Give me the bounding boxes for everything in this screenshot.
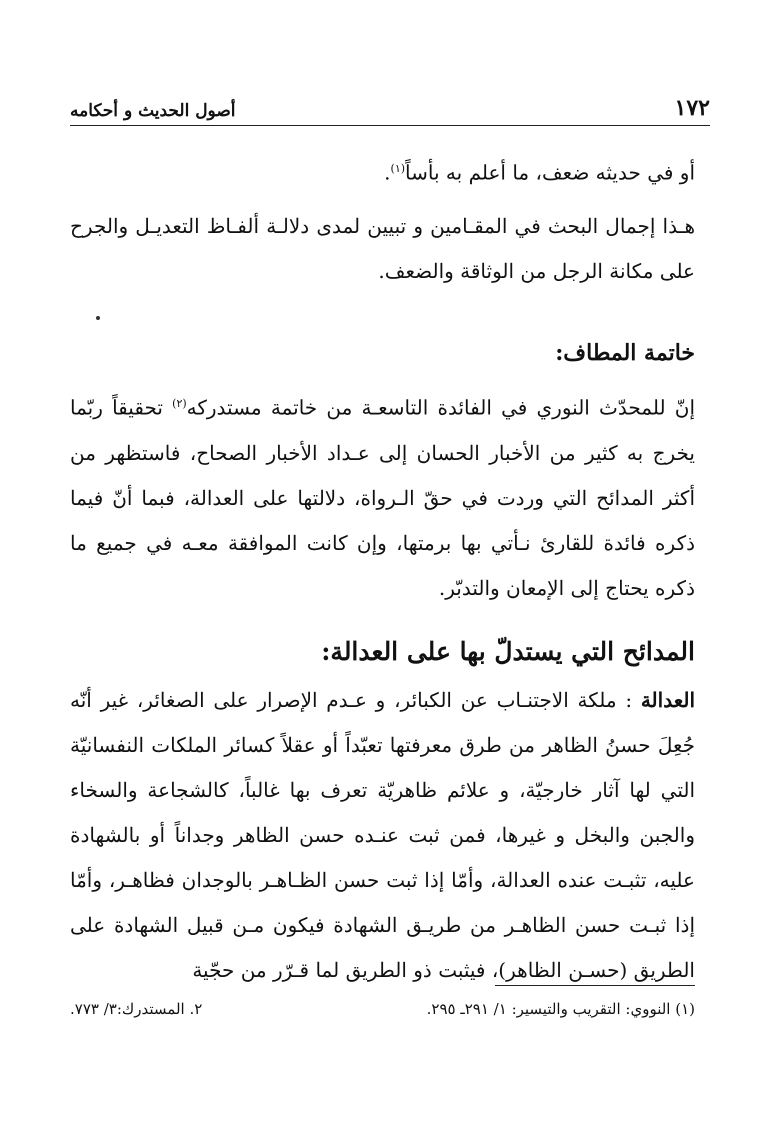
term-adala: العدالة: [640, 688, 695, 712]
intro-line: أو في حديثه ضعف، ما أعلم به بأساً$^{(١)}$.: [384, 160, 695, 185]
intro-paragraph: هـذا إجمال البحث في المقـامين و تبيين لمدى دلالـة ألفـاظ التعديـل والجرح على مكانة الرجل من الوثاقة والضعف.: [70, 213, 695, 283]
section-heading-praises: المدائح التي يستدلّ بها على العدالة:: [321, 637, 695, 666]
conclusion-text-1: إنّ للمحدّث النوري في الفائدة التاسعـة من خاتمة مستدركه: [186, 395, 696, 420]
footnotes: [70, 1000, 695, 1018]
running-title: أصول الحديث و أحكامه: [70, 101, 236, 121]
section-praises: [70, 632, 695, 993]
footnote-divider: [495, 985, 695, 986]
conclusion-text-2: تحقيقاً ربّما يخرج به كثير من الأخبار الحسان إلى عـداد الأخبار الصحاح، فاستظهر من أكثر المدائح التي وردت في حقّ الـرواة، دلالتها على العدالة، فبما أنّ فيما ذكره فائدة للقارئ نـأتي بها برمتها، وإن كانت الموافقة معـه في جميع ما ذكره يحتاج إلى الإمعان والتدبّر.: [70, 395, 695, 600]
praises-paragraph: [70, 678, 695, 993]
page-header: [70, 92, 710, 126]
conclusion-paragraph: [70, 381, 695, 611]
praises-text: : ملكة الاجتنـاب عن الكبائر، و عـدم الإصرار على الصغائر، غير أنّه جُعِلَ حسنُ الظاهر من طرق معرفتها تعبّداً أو عقلاً كسائر الملكات النفسانيّة التي لها آثار خارجيّة، و علائم ظاهريّة تعرف بها غالباً، كالشجاعة والسخاء والجبن والبخل و غيرها، فمن ثبت عنـده حسن الظاهر وجداناً أو بالشهادة عليه، تثبـت عنده العدالة، وأمّا إذا ثبت حسن الظـاهـر بالوجدان فظاهـر، وأمّا إذا ثبـت حسن الظاهـر من طريـق الشهادة فيكون مـن قبيل الشهادة على الطريق (حسـن الظاهر)، فيثبت ذو الطريق لما قـرّر من حجّية: [70, 688, 696, 982]
footnote-2: ٢. المستدرك:٣/ ٧٧٣.: [70, 1000, 203, 1018]
stray-dot: [96, 316, 100, 320]
section-heading-conclusion: خاتمة المطاف:: [555, 340, 695, 366]
intro-line-text: أو في حديثه ضعف، ما أعلم به بأساً: [405, 160, 695, 185]
section-conclusion: [70, 333, 695, 611]
footnote-ref-1: (١): [390, 162, 406, 175]
intro-block: [70, 146, 695, 294]
footnote-ref-2: (٢): [172, 397, 187, 410]
page-number: ١٧٢: [674, 95, 710, 121]
footnote-1: (١) النووي: التقريب والتيسير: ١/ ٢٩١ـ ٢٩٥.: [426, 1000, 695, 1018]
